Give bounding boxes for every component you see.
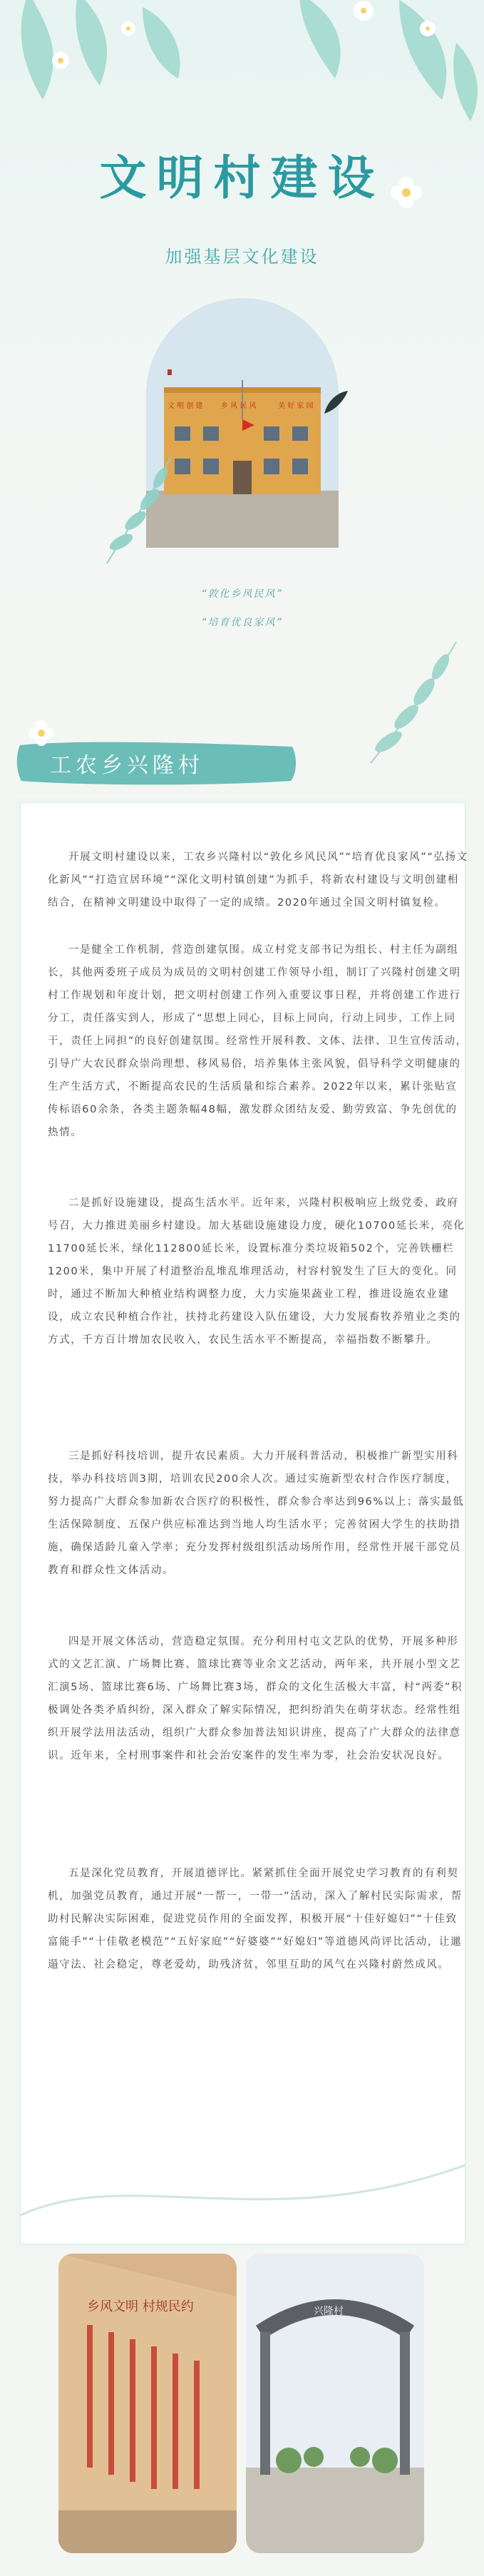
paragraph-5: 五是深化党员教育，开展道德评比。紧紧抓住全面开展党史学习教育的有利契机，加强党员教育，通过开展“一帮一，一带一”活动，深入了解村民实际需求，帮助村民解决实际困难，促进党员作用的全面发挥，积极开展“十佳好媳妇”“十佳致富能手”“十佳敬老模范”“五好家庭”“好婆婆”“好媳妇”等道德风尚评比活动，让邋遢守法、社会稳定，尊老爱幼，助残济贫，邻里互助的风气在兴隆村蔚然成风。 [48, 1868, 463, 1971]
slogan-1: “敦化乡风民风” [201, 588, 283, 600]
village-gate-photo [246, 2254, 424, 2553]
wall-text: 乡风文明 村规民约 [87, 2299, 194, 2314]
sign-text-right: 美 好 家 园 [278, 402, 314, 410]
paragraph-4: 四是开展文体活动，营造稳定氛围。充分利用村屯文艺队的优势，开展多种形式的文艺汇演、广场舞比赛、篮球比赛等业余文艺活动，两年来，共开展小型文艺汇演5场、篮球比赛6场、广场舞比赛3场，群众的文化生活极大丰富，村“两委”积极调处各类矛盾纠纷，深入群众了解实际情况，把纠纷消失在萌芽状态。经常性组织开展学法用法活动，组织广大群众参加普法知识讲座，提高了广大群众的法律意识。近年来，全村刑事案件和社会治安案件的发生率为零，社会治安状况良好。 [48, 1636, 463, 1762]
leaf-branch-icon [93, 442, 178, 571]
wave-decoration-icon [21, 2151, 465, 2237]
paragraph-3: 三是抓好科技培训，提升农民素质。大力开展科普活动，积极推广新型实用科技，举办科技培训3期，培训农民200余人次。通过实施新型农村合作医疗制度，努力提高广大群众参加新农合医疗的积极性，群众参合率达到96%以上；落实最低生活保障制度、五保户供应标准达到当地人均生活水平；完善贫困大学生的扶助措施，确保适龄儿童入学率；充分发挥村级组织活动场所作用，经常性开展干部党员教育和群众性文体活动。 [48, 1451, 465, 1576]
paragraph-intro: 开展文明村建设以来，工农乡兴隆村以“敦化乡风民风”“培育优良家风”“弘扬文化新风”“打造宜居环境”“深化文明村镇创建”为抓手，将新农村建设与文明创建相结合，在精神文明建设中取得了一定的成绩。2020年通过全国文明村镇复检。 [48, 852, 468, 909]
section-title: 工农乡兴隆村 [50, 753, 204, 778]
header-background [0, 0, 484, 685]
article-card [20, 802, 468, 2244]
sign-text-middle: 乡 风 民 风 [221, 402, 257, 410]
paragraph-2: 二是抓好设施建设，提高生活水平。近年来，兴隆村积极响应上级党委、政府号召，大力推进美丽乡村建设。加大基础设施建设力度，硬化10700延长米，亮化11700延长米，绿化112800延长米，设置标准分类垃圾箱502个，完善铁栅栏1200米，集中开展了村道整治乱堆乱堆理活动，村容村貌发生了巨大的变化。同时，通过不断加大种植业结构调整力度，大力实施果蔬业工程，推进设施农业建设，成立农民种植合作社，扶持北药建设入队伍建设，大力发展畜牧养殖业之类的方式，千方百计增加农民收入，农民生活水平不断提高，幸福指数不断攀升。 [48, 1197, 465, 1346]
flower-banner-icon [25, 717, 58, 750]
leaf-decoration-top-icon [0, 0, 484, 143]
gate-text: 兴隆村 [314, 2306, 344, 2317]
leaf-small-icon [321, 389, 349, 417]
leaf-branch-right-icon [356, 628, 463, 770]
page-subtitle: 加强基层文化建设 [165, 247, 319, 267]
village-wall-photo [58, 2254, 237, 2553]
page-title: 文明村建设 [99, 150, 385, 205]
sign-text-left: 文 明 创 建 [168, 402, 203, 410]
paragraph-1: 一是健全工作机制，营造创建氛围。成立村党支部书记为组长、村主任为副组长，其他两委班子成员为成员的文明村创建工作领导小组，制订了兴隆村创建文明村工作规划和年度计划，把文明村创建工作列入重要议事日程，并将创建工作进行分工，责任落实到人，形成了“思想上同心，目标上同向，行动上同步，工作上同干，责任上同担”的良好创建氛围。经常性开展科教、文体、法律、卫生宣传活动，引导广大农民群众崇尚理想、移风易俗，培养集体主张风貌，倡导科学文明健康的生产生活方式，不断提高农民的生活质量和综合素养。2022年以来，累计张贴宣传标语60余条，各类主题条幅48幅，激发群众团结友爱、勤劳致富、争先创优的热情。 [48, 944, 468, 1138]
flower-icon [385, 171, 428, 214]
slogan-2: “培育优良家风” [201, 617, 283, 628]
